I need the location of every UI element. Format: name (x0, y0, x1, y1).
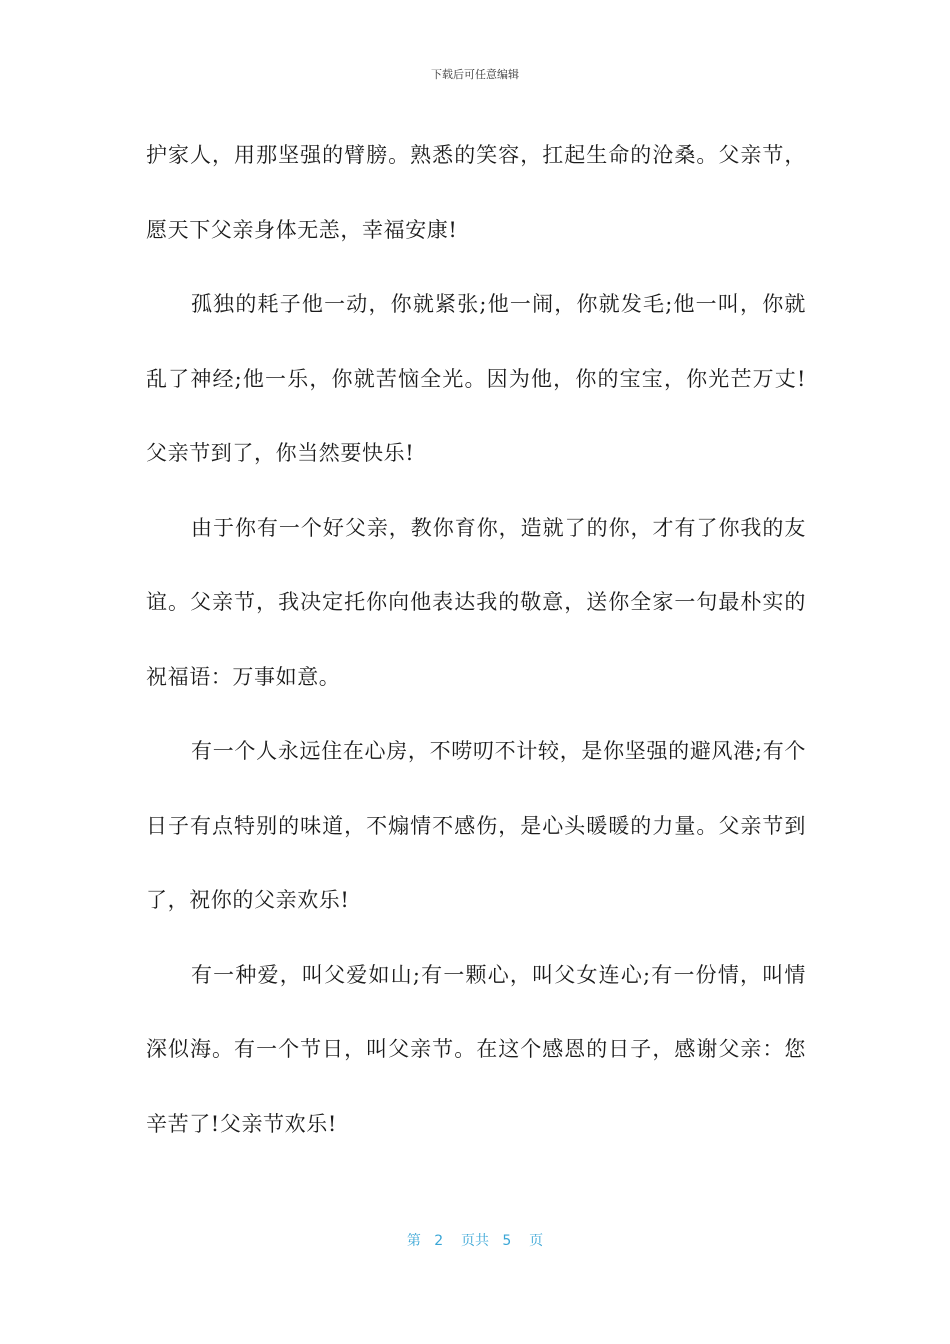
page-header-note: 下载后可任意编辑 (431, 68, 519, 81)
page-footer (0, 1230, 950, 1250)
paragraph-4: 有一个人永远住在心房，不唠叨不计较，是你坚强的避风港;有个日子有点特别的味道，不煽情不感伤，是心头暖暖的力量。父亲节到了，祝你的父亲欢乐! (146, 739, 806, 912)
footer-middle: 页共 (461, 1233, 489, 1249)
paragraph-1-continued: 护家人，用那坚强的臂膀。熟悉的笑容，扛起生命的沧桑。父亲节，愿天下父亲身体无恙，幸福安康! (146, 143, 806, 242)
footer-suffix: 页 (529, 1233, 544, 1249)
footer-total-pages: 5 (502, 1233, 512, 1249)
document-body (146, 118, 806, 1161)
footer-prefix: 第 (406, 1233, 421, 1249)
paragraph-5: 有一种爱，叫父爱如山;有一颗心，叫父女连心;有一份情，叫情深似海。有一个节日，叫父亲节。在这个感恩的日子，感谢父亲：您辛苦了!父亲节欢乐! (146, 962, 806, 1136)
paragraph-3: 由于你有一个好父亲，教你育你，造就了的你，才有了你我的友谊。父亲节，我决定托你向他表达我的敬意，送你全家一句最朴实的祝福语：万事如意。 (146, 515, 806, 689)
footer-current-page: 2 (434, 1233, 444, 1249)
paragraph-2: 孤独的耗子他一动，你就紧张;他一闹，你就发毛;他一叫，你就乱了神经;他一乐，你就苦恼全光。因为他，你的宝宝，你光芒万丈!父亲节到了，你当然要快乐! (146, 292, 806, 465)
